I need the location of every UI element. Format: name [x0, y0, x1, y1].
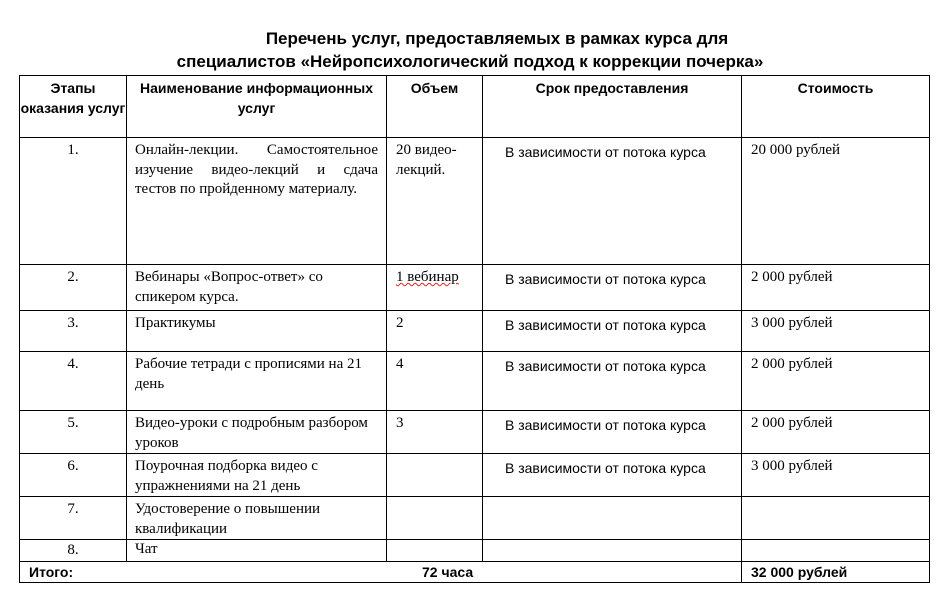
service-volume: 4	[387, 352, 483, 411]
service-name: Практикумы	[127, 311, 387, 352]
service-name: Вебинары «Вопрос-ответ» со спикером курса.	[127, 265, 387, 311]
document-title-line-2: специалистов «Нейропсихологический подход к коррекции почерка»	[176, 52, 764, 71]
service-volume	[387, 540, 483, 562]
header-volume: Объем	[387, 76, 483, 138]
service-cost	[742, 497, 930, 540]
service-cost: 3 000 рублей	[742, 454, 930, 497]
service-volume-text: 1 вебинар	[396, 269, 459, 285]
service-volume: 2	[387, 311, 483, 352]
service-cost	[742, 540, 930, 562]
row-number: 4.	[20, 352, 127, 411]
table-row	[20, 265, 930, 311]
footer-label	[20, 561, 474, 582]
service-name: Видео-уроки с подробным разбором уроков	[127, 411, 387, 454]
document-title-line-1: Перечень услуг, предоставляемых в рамках курса для	[265, 29, 729, 48]
service-term: В зависимости от потока курса	[483, 311, 742, 352]
service-cost: 2 000 рублей	[742, 352, 930, 411]
service-term: В зависимости от потока курса	[483, 138, 742, 265]
footer-label-text: Итого:	[29, 563, 74, 580]
table-row	[20, 497, 930, 540]
table-row	[20, 454, 930, 497]
table-row	[20, 138, 930, 265]
service-volume	[387, 454, 483, 497]
table-header-row	[20, 76, 930, 138]
row-number: 8.	[20, 540, 127, 562]
service-term: В зависимости от потока курса	[483, 411, 742, 454]
service-name: Удостоверение о повышении квалификации	[127, 497, 387, 540]
header-cost: Стоимость	[742, 76, 930, 138]
service-cost: 2 000 рублей	[742, 265, 930, 311]
header-name: Наименование информационных услуг	[127, 76, 387, 138]
row-number: 7.	[20, 497, 127, 540]
service-name: Поурочная подборка видео с упражнениями на 21 день	[127, 454, 387, 497]
footer-total-volume: 72 часа	[422, 563, 474, 580]
row-number: 1.	[20, 138, 127, 265]
service-volume	[387, 497, 483, 540]
table-row	[20, 311, 930, 352]
table-row	[20, 540, 930, 562]
footer-total-cost: 32 000 рублей	[742, 561, 930, 582]
service-term: В зависимости от потока курса	[483, 454, 742, 497]
service-term	[483, 540, 742, 562]
service-name: Онлайн-лекции. Самостоятельное изучение видео-лекций и сдача тестов по пройденному материалу.	[127, 138, 387, 265]
service-volume: 3	[387, 411, 483, 454]
service-cost: 2 000 рублей	[742, 411, 930, 454]
service-term: В зависимости от потока курса	[483, 352, 742, 411]
service-name: Чат	[127, 540, 387, 562]
row-number: 6.	[20, 454, 127, 497]
table-row	[20, 411, 930, 454]
table-row	[20, 352, 930, 411]
services-table	[19, 75, 930, 583]
row-number: 5.	[20, 411, 127, 454]
service-cost: 3 000 рублей	[742, 311, 930, 352]
service-term: В зависимости от потока курса	[483, 265, 742, 311]
service-name: Рабочие тетради с прописями на 21 день	[127, 352, 387, 411]
row-number: 2.	[20, 265, 127, 311]
service-cost: 20 000 рублей	[742, 138, 930, 265]
header-term: Срок предоставления	[483, 76, 742, 138]
service-term	[483, 497, 742, 540]
row-number: 3.	[20, 311, 127, 352]
service-volume	[387, 265, 483, 311]
header-stage: Этапы оказания услуг	[20, 76, 127, 138]
service-volume: 20 видео-лекций.	[387, 138, 483, 265]
table-footer-row	[20, 561, 930, 582]
